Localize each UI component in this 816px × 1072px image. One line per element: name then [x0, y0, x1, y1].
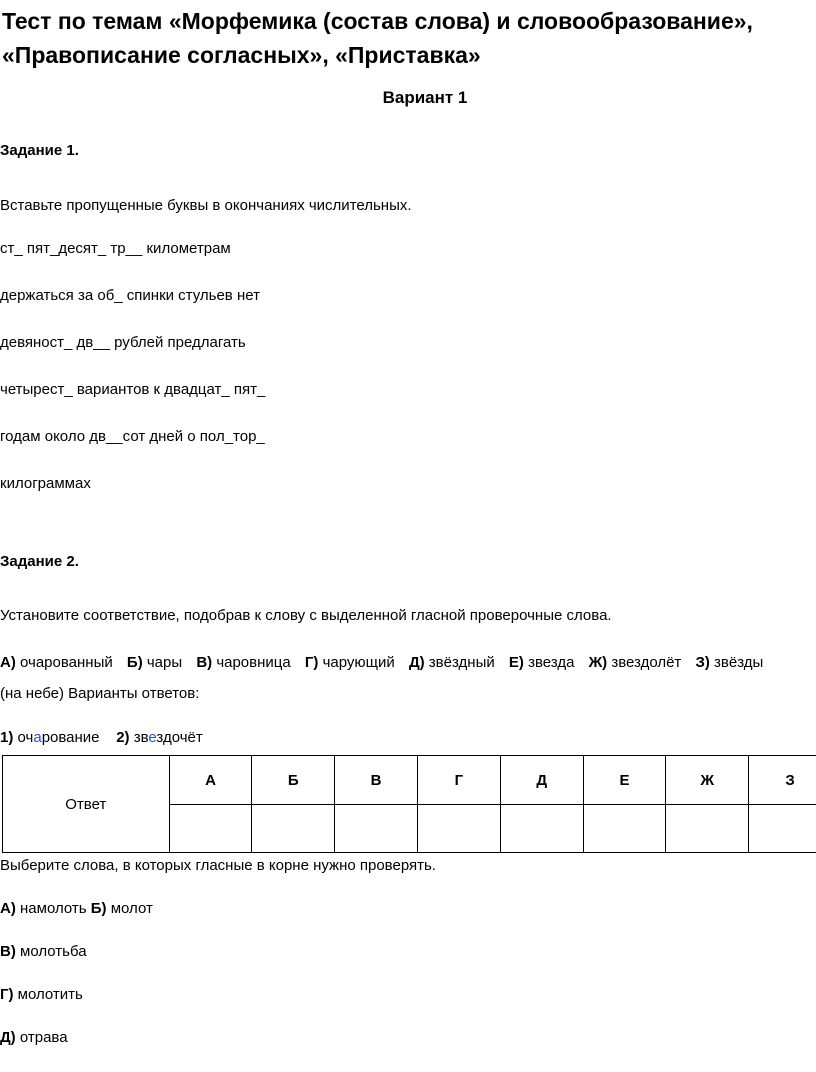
task2-instruction: Установите соответствие, подобрав к слову с выделенной гласной проверочные слова.	[0, 607, 612, 624]
answer-cell[interactable]	[749, 805, 816, 853]
option-word: чаровница	[216, 654, 291, 671]
task3-option-line	[0, 943, 87, 960]
option-letter: Г)	[0, 986, 14, 1003]
task2-answer-variants	[0, 729, 203, 746]
option-word: звёздный	[428, 654, 495, 671]
option-word: молотьба	[20, 943, 87, 960]
answer-word: звездочёт	[133, 729, 203, 746]
answer-column-header: Д	[500, 756, 583, 805]
answer-cell[interactable]	[252, 805, 335, 853]
task3-option-line	[0, 1029, 68, 1046]
option-letter: Ж)	[588, 654, 608, 671]
answer-cell[interactable]	[583, 805, 666, 853]
page-title-line-1: Тест по темам «Морфемика (состав слова) и словообразование»,	[2, 8, 753, 34]
variant-heading: Вариант 1	[382, 88, 468, 107]
option-word: звёзды	[714, 654, 764, 671]
task1-line: годам около дв__сот дней о пол_тор_	[0, 428, 265, 445]
task1-line: девяност_ дв__ рублей предлагать	[0, 334, 246, 351]
task1-line: держаться за об_ спинки стульев нет	[0, 287, 260, 304]
answer-column-header: Е	[583, 756, 666, 805]
option-letter: В)	[196, 654, 213, 671]
option-word: чарующий	[322, 654, 395, 671]
option-letter: Е)	[508, 654, 524, 671]
option-word: чары	[146, 654, 183, 671]
answer-cell[interactable]	[335, 805, 418, 853]
answer-column-header: Г	[418, 756, 501, 805]
task3-instruction: Выберите слова, в которых гласные в корне нужно проверять.	[0, 857, 436, 874]
answer-column-header: З	[749, 756, 816, 805]
task1-line: четырест_ вариантов к двадцат_ пят_	[0, 381, 266, 398]
task2-heading: Задание 2.	[0, 553, 79, 570]
answer-column-header: Б	[252, 756, 335, 805]
option-word: очарованный	[20, 654, 113, 671]
answer-word: очарование	[17, 729, 100, 746]
answer-cell[interactable]	[418, 805, 501, 853]
answer-cell[interactable]	[500, 805, 583, 853]
option-letter: Б)	[90, 900, 107, 917]
option-letter: А)	[0, 900, 16, 917]
option-letter: Д)	[0, 1029, 16, 1046]
option-word: звездолёт	[611, 654, 682, 671]
option-word: звезда	[528, 654, 575, 671]
answer-table-label: Ответ	[3, 756, 170, 853]
answer-table	[2, 755, 816, 853]
answer-column-header: А	[169, 756, 252, 805]
option-word: молот	[110, 900, 153, 917]
answer-cell[interactable]	[666, 805, 749, 853]
option-letter: Г)	[304, 654, 319, 671]
option-word: отрава	[19, 1029, 68, 1046]
answer-column-header: Ж	[666, 756, 749, 805]
task3-option-line	[0, 986, 83, 1003]
page-title-line-2: «Правописание согласных», «Приставка»	[2, 42, 481, 68]
answer-number: 2)	[116, 729, 130, 746]
task1-instruction: Вставьте пропущенные буквы в окончаниях числительных.	[0, 197, 412, 214]
task1-line: ст_ пят_десят_ тр__ километрам	[0, 240, 231, 257]
option-letter: А)	[0, 654, 16, 671]
option-word: намолоть	[20, 900, 87, 917]
answer-number: 1)	[0, 729, 14, 746]
option-letter: В)	[0, 943, 16, 960]
option-word: молотить	[17, 986, 83, 1003]
task2-options-line	[0, 654, 773, 671]
option-letter: Б)	[126, 654, 143, 671]
task3-option-line	[0, 900, 153, 917]
task1-line: килограммах	[0, 475, 91, 492]
task2-options-tail: (на небе) Варианты ответов:	[0, 685, 200, 702]
answer-cell[interactable]	[169, 805, 252, 853]
option-letter: Д)	[408, 654, 425, 671]
task1-heading: Задание 1.	[0, 142, 79, 159]
answer-column-header: В	[335, 756, 418, 805]
option-letter: З)	[695, 654, 710, 671]
